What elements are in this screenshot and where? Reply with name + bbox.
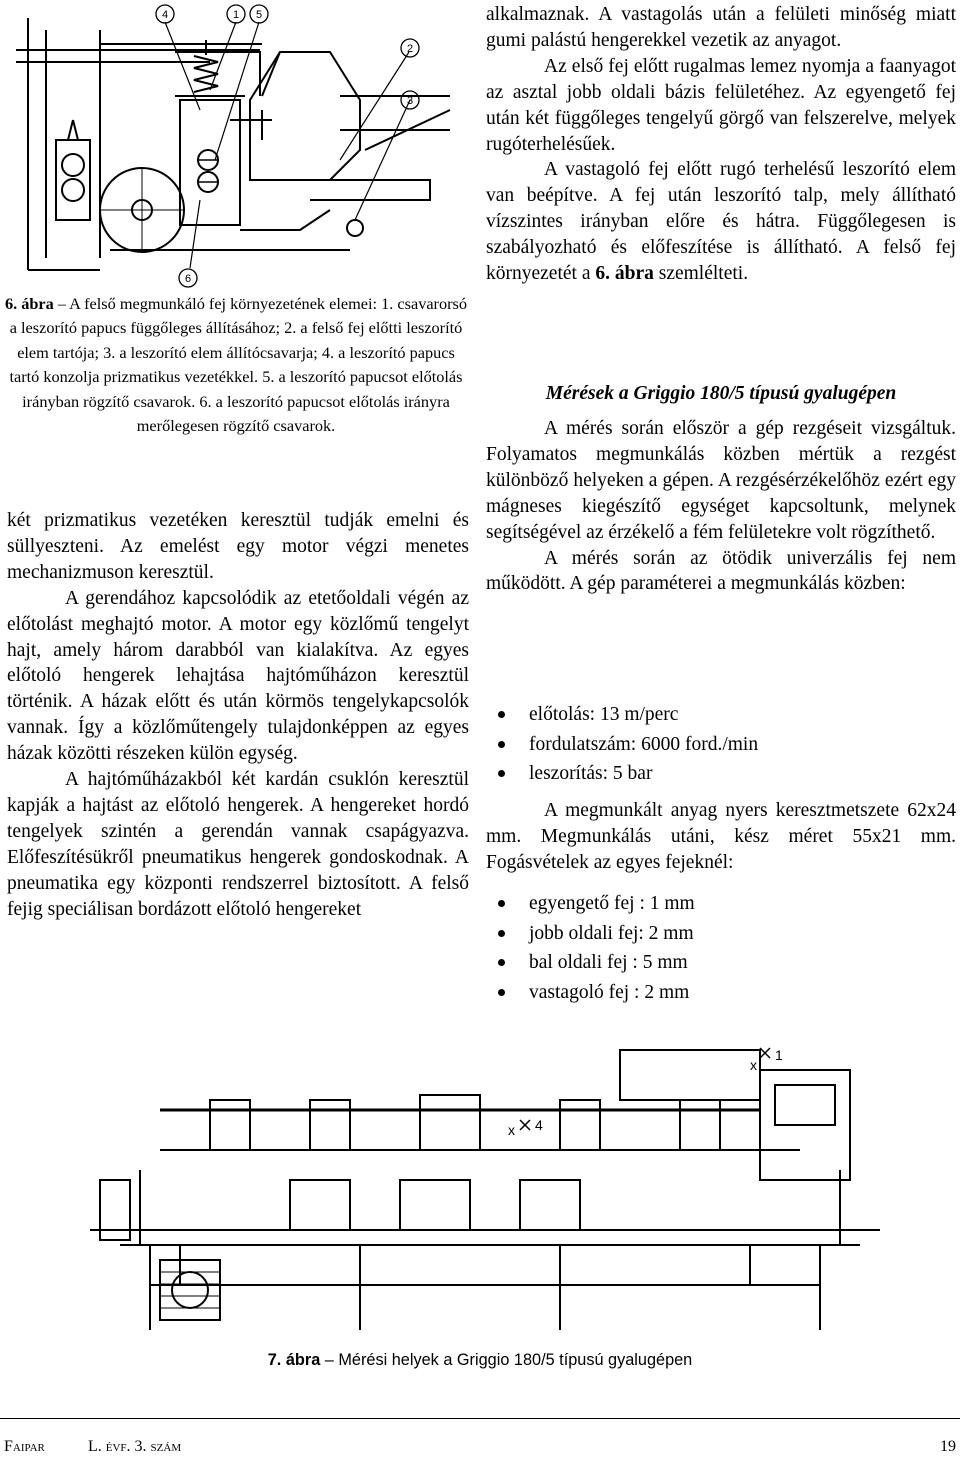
list-item <box>494 700 954 730</box>
callout-5: 5 <box>255 9 263 21</box>
bullet-icon <box>498 900 505 907</box>
list-item-text: egyengető fej : 1 mm <box>529 893 695 914</box>
list-item <box>494 919 954 949</box>
cross-section-paragraph: A megmunkált anyag nyers keresztmetszete 62x24 mm. Megmunkálás utáni, kész méret 55x21 mm. Fogásvételek az egyes fejeknél: <box>486 800 956 873</box>
list-item <box>494 889 954 919</box>
right-paragraph-3-a: A vastagoló fej előtt rugó terhelésű leszorító elem van beépítve. A fej után leszorító talp, mely állítható vízszintes irányban előre és hátra. Függőlegesen is szabályozható és előfeszítése is állítható. A felső fej környezetét a <box>486 159 956 285</box>
callout-2: 2 <box>406 43 414 55</box>
list-item-text: leszorítás: 5 bar <box>529 763 653 784</box>
measure-mark-x-1: x <box>508 1122 515 1138</box>
bullet-icon <box>498 930 505 937</box>
figure-7-caption <box>0 1351 960 1370</box>
measure-mark-4: 4 <box>535 1117 543 1133</box>
right-paragraph-2: Az első fej előtt rugalmas lemez nyomja a faanyagot az asztal jobb oldali bázis felületéhez. Az egyengető fej után két függőleges tengelyű görgő van felszerelve, melyek rugóterhelésűek. <box>486 55 956 155</box>
figure-6-reference: 6. ábra <box>595 263 654 285</box>
footer-journal: Faipar <box>4 1438 45 1455</box>
callout-4: 4 <box>161 9 169 21</box>
callout-3: 3 <box>406 95 414 107</box>
right-paragraph-3 <box>486 157 956 287</box>
right-paragraph-3-b: szemlélteti. <box>653 263 749 285</box>
cross-section-paragraph-box <box>486 798 956 876</box>
bullet-icon <box>498 959 505 966</box>
measurement-paragraph: A mérés során először a gép rezgéseit vizsgáltuk. Folyamatos megmunkálás közben mértük a rezgést különböző helyeken a gépen. A rezgésérzékelőhöz ezért egy mágneses kiegészítő egységet kapcsoltunk, melynek segítségével az érzékelő a fém felületekre volt rögzíthető. <box>486 418 956 543</box>
right-paragraph-1: alkalmaznak. A vastagolás után a felületi minőség miatt gumi palástú hengerekkel vezetik az anyagot. <box>486 4 956 51</box>
list-item-text: bal oldali fej : 5 mm <box>529 952 688 973</box>
figure-6-caption-text: – A felső megmunkáló fej környezetének elemei: 1. csavarorsó a leszorító papucs függőleges állításához; 2. a felső fej előtti leszorító elem tartója; 3. a leszorító elem állítócsavarja; 4. a leszorító papucs tartó konzolja prizmatikus vezetékkel. 5. a leszorító papucsot előtolás irányban rögzítő csavarok. 6. a leszorító papucsot előtolás irányra merőlegesen rögzítő csavarok. <box>9 294 468 436</box>
figure-7-caption-text: – Mérési helyek a Griggio 180/5 típusú gyalugépen <box>320 1351 693 1369</box>
list-item <box>494 730 954 760</box>
figure-6-drawing <box>10 0 472 290</box>
callout-1: 1 <box>232 9 240 21</box>
list-item-text: vastagoló fej : 2 mm <box>529 981 690 1003</box>
left-paragraph-2: A gerendához kapcsolódik az etetőoldali végén az előtolást meghajtó motor. A motor egy közlőmű tengelyt hajt, amely három darabból van kialakítva. Az egyes előtoló hengerek lehajtása hajtóműházon keresztül történik. A házak előtt és után körmös tengelykapcsolók vannak. Így a közlőműtengely tulajdonképpen az egyes házak közötti részeken külön egység. <box>7 587 469 765</box>
bullet-icon <box>498 741 505 748</box>
list-item-text: fordulatszám: 6000 ford./min <box>529 733 759 755</box>
figure-6-caption <box>4 292 468 438</box>
list-item <box>494 759 954 789</box>
figure-7-label: 7. ábra <box>267 1351 321 1369</box>
footer-volume: L. évf. 3. szám <box>88 1438 182 1455</box>
cut-depth-list <box>494 889 954 1007</box>
footer-rule <box>0 1418 960 1419</box>
bullet-icon <box>498 770 505 777</box>
bullet-icon <box>498 989 505 996</box>
machine-paragraph: A mérés során az ötödik univerzális fej nem működött. A gép paraméterei a megmunkálás közben: <box>486 547 956 595</box>
left-paragraph-3: A hajtóműházakból két kardán csuklón keresztül kapják a hajtást az előtoló hengerek. A hengereket hordó tengelyek szintén a gerendán vannak csapágyazva. Előfeszítésükről pneumatikus hengerek gondoskodnak. A pneumatika egy központi rendszerrel biztosított. A felső fejig speciálisan bordázott előtoló hengereket <box>7 769 469 920</box>
figure-6-label: 6. ábra <box>4 294 54 313</box>
left-column <box>7 508 469 923</box>
page-number: 19 <box>940 1438 956 1455</box>
callout-6: 6 <box>184 273 192 285</box>
measure-mark-1: 1 <box>775 1047 783 1063</box>
list-item-text: előtolás: 13 m/perc <box>529 704 679 725</box>
list-item-text: jobb oldali fej: 2 mm <box>529 922 694 944</box>
figure-7-drawing <box>60 1040 910 1340</box>
right-column-section <box>486 416 956 597</box>
measure-mark-x-2: x <box>750 1057 757 1073</box>
list-item <box>494 948 954 978</box>
section-heading: Mérések a Griggio 180/5 típusú gyalugépen <box>545 383 897 404</box>
right-column <box>486 2 956 287</box>
bullet-icon <box>498 711 505 718</box>
list-item <box>494 978 954 1008</box>
parameter-list <box>494 700 954 789</box>
left-paragraph-1: két prizmatikus vezetéken keresztül tudják emelni és süllyeszteni. Az emelést egy motor végzi menetes mechanizmuson keresztül. <box>7 510 469 583</box>
